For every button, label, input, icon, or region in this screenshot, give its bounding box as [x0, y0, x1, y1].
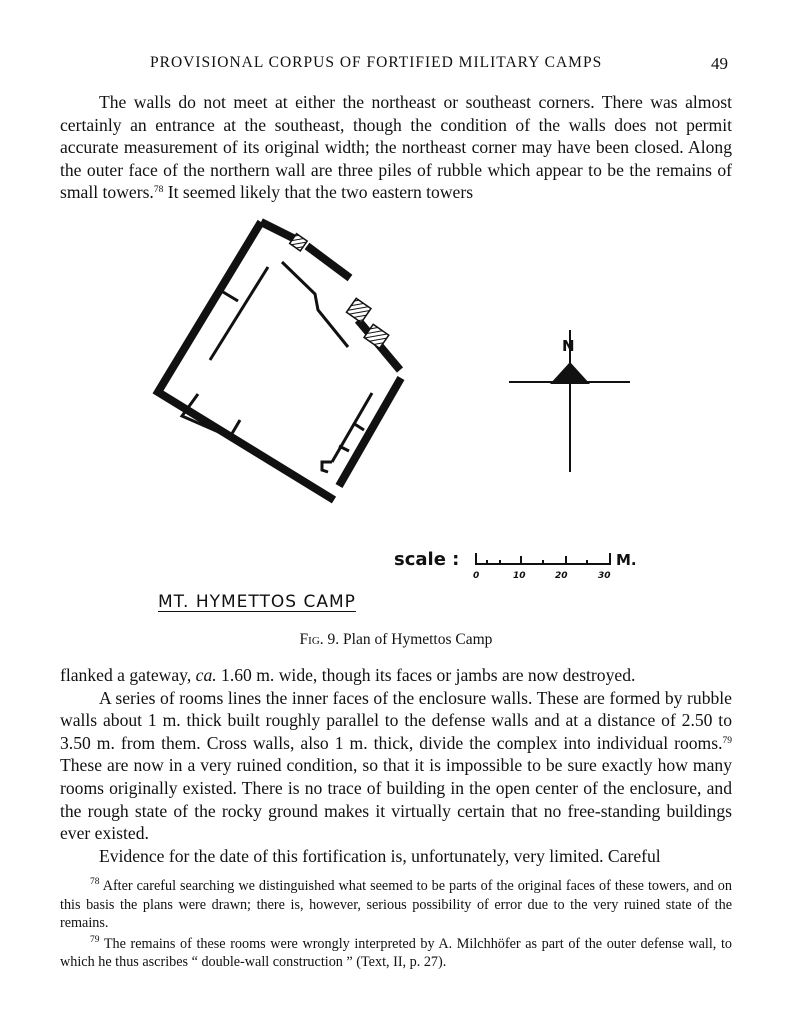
scale-label: scale : — [394, 549, 460, 570]
circa-abbrev: ca. — [195, 665, 217, 685]
paragraph-walls — [60, 91, 732, 204]
scale-tick-10: 10 — [513, 571, 526, 581]
running-title: PROVISIONAL CORPUS OF FORTIFIED MILITARY CAMPS — [150, 54, 603, 71]
inner-room-walls — [182, 262, 372, 472]
paragraph-walls-text: The walls do not meet at either the northeast or southeast corners. There was almost certainly an entrance at the southeast, though the condition of the walls does not permit accurate measurement of its original width; the northeast corner may have been closed. Along the outer face of the northern wall are three piles of rubble which appear to be the remains of small towers. — [60, 92, 732, 203]
footnote-79-text: The remains of these rooms were wrongly interpreted by A. Milchhöfer as part of the outer defense wall, to which he thus ascribes “ double-wall construction ” (Text, II, p. 27). — [60, 935, 732, 970]
tower-rubble — [290, 234, 389, 349]
footnote-78 — [60, 877, 732, 933]
figure-caption — [60, 631, 732, 649]
room-corner-se — [322, 462, 332, 472]
paragraph-walls-text-end: It seemed likely that the two eastern towers — [163, 182, 474, 203]
paragraph-gateway-text: flanked a gateway, — [60, 665, 196, 685]
note-ref-78[interactable]: 78 — [153, 185, 164, 196]
caption-label: Fig. 9. — [299, 631, 340, 648]
paragraph-gateway-text-end: 1.60 m. wide, though its faces or jambs are now destroyed. — [216, 665, 636, 685]
footnote-79-number: 79 — [90, 934, 100, 945]
north-wall-west — [261, 222, 297, 240]
paragraph-rooms-text: A series of rooms lines the inner faces of the enclosure walls. These are formed by rubble walls about 1 m. thick built roughly parallel to the defense walls and at a distance of 2.50 to 3.50 m. from them. Cross walls, also 1 m. thick, divide the complex into individual rooms. — [60, 687, 732, 753]
north-label: N — [562, 337, 575, 355]
camp-label: MT. HYMETTOS CAMP — [158, 592, 356, 612]
room-wall-north — [282, 262, 348, 347]
paragraph-evidence: Evidence for the date of this fortification is, unfortunately, very limited. Careful — [99, 845, 661, 866]
scale-unit: M. — [616, 551, 637, 569]
paragraph-rooms-text-end: These are now in a very ruined condition, so that it is impossible to be sure exactly how many rooms originally existed. There is no trace of building in the open center of the enclosure, and the rough state of the rocky ground makes it virtually certain that no free-standing buildings ever existed. — [60, 755, 732, 844]
scale-tick-30: 30 — [598, 571, 611, 581]
north-arrow-head — [550, 362, 590, 384]
page-number: 49 — [711, 54, 728, 73]
scale-bar — [476, 553, 610, 564]
paragraph-gateway — [60, 664, 732, 687]
figure-camp-plan — [60, 210, 732, 630]
paragraph-rooms — [60, 687, 732, 845]
cross-wall-e1 — [353, 423, 364, 430]
scale-tick-0: 0 — [473, 571, 480, 581]
tower-center — [346, 298, 370, 322]
scale-tick-20: 20 — [555, 571, 568, 581]
running-header — [60, 54, 732, 78]
north-wall-center — [307, 246, 350, 278]
footnote-78-number: 78 — [90, 877, 100, 887]
footnotes — [60, 877, 732, 974]
footnote-78-text: After careful searching we distinguished what seemed to be parts of the original faces of these towers, and on this basis the plans were drawn; there is, however, serious possibility of error due to the very ruined state of the remains. — [60, 878, 732, 931]
cross-wall-nw — [223, 292, 238, 301]
footnote-79 — [60, 935, 732, 972]
room-wall-east — [332, 393, 372, 462]
note-ref-79[interactable]: 79 — [722, 735, 732, 746]
body-lower — [60, 664, 732, 867]
west-south-wall — [158, 222, 334, 500]
room-wall-west — [210, 267, 268, 360]
enclosure-walls — [158, 222, 401, 500]
caption-text: Plan of Hymettos Camp — [343, 631, 493, 648]
